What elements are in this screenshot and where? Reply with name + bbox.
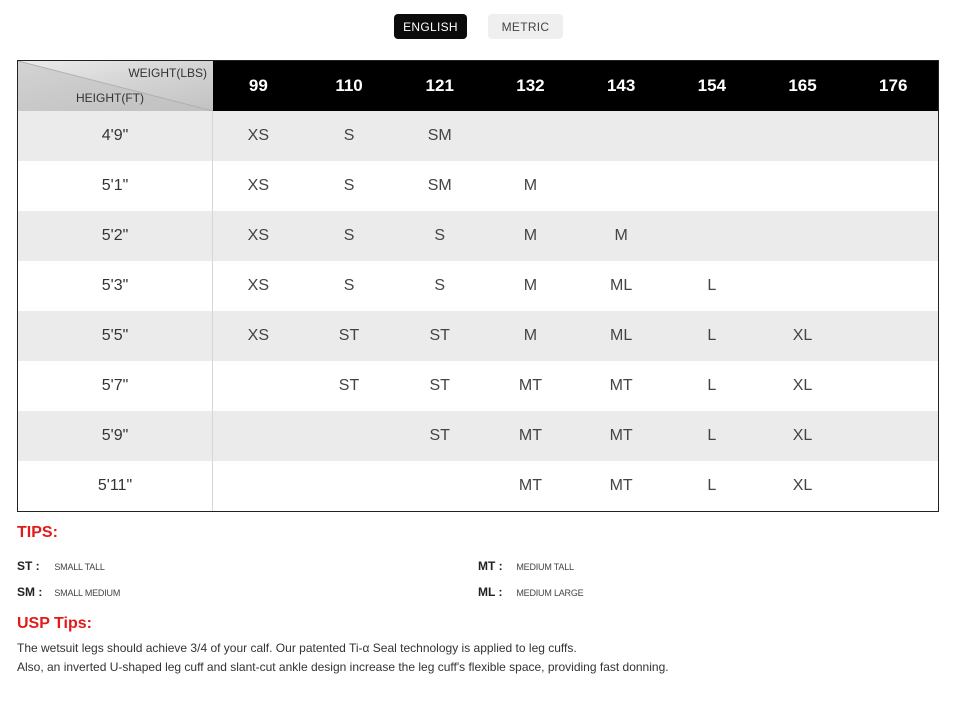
table-row: [18, 311, 938, 361]
table-row: [18, 411, 938, 461]
weight-header-99: 99: [248, 76, 268, 95]
size-cell: MT: [518, 377, 542, 394]
tip-item-st: [17, 559, 105, 573]
size-cell: MT: [609, 477, 633, 494]
size-cell: MT: [609, 427, 633, 444]
corner-header-cell: [18, 61, 213, 111]
size-cell: [304, 461, 395, 511]
size-cell: XS: [247, 127, 270, 144]
size-cell: [304, 411, 395, 461]
tips-heading: TIPS:: [17, 524, 58, 541]
table-row: [18, 461, 938, 511]
height-cell: 5'1": [18, 161, 213, 211]
size-cell: [394, 461, 485, 511]
table-row: [18, 261, 938, 311]
size-cell: [848, 161, 939, 211]
table-row: [18, 361, 938, 411]
usp-tip-line-2: Also, an inverted U-shaped leg cuff and slant-cut ankle design increase the leg cuff's flexible space, providing fast donning.: [17, 660, 669, 674]
size-cell: M: [614, 227, 628, 244]
weight-header-121: 121: [425, 76, 454, 95]
height-cell: 5'5": [18, 311, 213, 361]
height-cell: 5'11": [18, 461, 213, 511]
height-cell: 5'2": [18, 211, 213, 261]
metric-unit-button[interactable]: METRIC: [488, 14, 563, 39]
size-cell: ST: [429, 427, 450, 444]
tip-desc: MEDIUM LARGE: [516, 588, 584, 598]
size-cell: [667, 111, 758, 161]
size-cell: ST: [338, 327, 360, 344]
tip-abbr: SM :: [17, 585, 43, 599]
unit-toggle: [0, 14, 954, 40]
size-cell: SM: [427, 127, 452, 144]
size-cell: [757, 261, 848, 311]
size-cell: [848, 261, 939, 311]
size-cell: [848, 211, 939, 261]
weight-header-143: 143: [606, 76, 636, 95]
size-cell: [667, 211, 758, 261]
size-cell: L: [707, 427, 717, 444]
size-cell: [576, 161, 667, 211]
size-cell: XL: [792, 427, 813, 444]
tip-desc: MEDIUM TALL: [516, 562, 574, 572]
size-cell: [667, 161, 758, 211]
size-cell: M: [523, 177, 538, 194]
table-row: [18, 211, 938, 261]
table-row: [18, 161, 938, 211]
size-chart-table: [17, 60, 939, 512]
tip-item-sm: [17, 585, 120, 599]
table-row: [18, 111, 938, 161]
size-cell: ST: [338, 377, 360, 394]
height-cell: 5'7": [18, 361, 213, 411]
tip-abbr: MT :: [478, 559, 503, 573]
tip-desc: SMALL MEDIUM: [54, 588, 121, 598]
size-cell: XL: [792, 377, 813, 394]
height-axis-label: HEIGHT(FT): [76, 91, 144, 105]
size-cell: XS: [247, 177, 270, 194]
weight-header-110: 110: [335, 76, 363, 95]
size-cell: [848, 361, 939, 411]
size-cell: M: [523, 277, 538, 294]
weight-header-165: 165: [788, 76, 817, 95]
weight-header-154: 154: [697, 76, 727, 95]
tip-desc: SMALL TALL: [54, 562, 105, 572]
size-cell: SM: [427, 177, 452, 194]
size-cell: MT: [518, 477, 542, 494]
size-cell: XL: [792, 327, 813, 344]
size-cell: M: [523, 227, 538, 244]
table-header-row: [18, 61, 938, 111]
table-body: [18, 111, 938, 511]
size-cell: S: [343, 177, 355, 194]
size-cell: [848, 311, 939, 361]
size-cell: XS: [247, 327, 270, 344]
size-cell: [757, 111, 848, 161]
size-cell: [213, 361, 304, 411]
size-cell: MT: [518, 427, 542, 444]
size-cell: L: [707, 377, 717, 394]
size-cell: M: [523, 327, 538, 344]
height-cell: 5'9": [18, 411, 213, 461]
size-cell: [485, 111, 576, 161]
tip-item-mt: [478, 559, 574, 573]
size-cell: S: [434, 227, 446, 244]
size-cell: [757, 161, 848, 211]
size-cell: S: [343, 127, 355, 144]
size-cell: [576, 111, 667, 161]
tip-item-ml: [478, 585, 583, 599]
size-cell: XL: [792, 477, 813, 494]
size-cell: [848, 411, 939, 461]
size-cell: L: [707, 477, 717, 494]
weight-header-132: 132: [516, 76, 545, 95]
usp-tip-line-1: The wetsuit legs should achieve 3/4 of your calf. Our patented Ti-α Seal technology is applied to leg cuffs.: [17, 641, 577, 655]
height-cell: 4'9": [18, 111, 213, 161]
tip-abbr: ML :: [478, 585, 503, 599]
size-cell: L: [707, 327, 717, 344]
size-cell: L: [707, 277, 717, 294]
usp-tips-heading: USP Tips:: [17, 615, 92, 632]
weight-axis-label: WEIGHT(LBS): [128, 66, 207, 80]
tip-abbr: ST :: [17, 559, 40, 573]
size-cell: [213, 411, 304, 461]
weight-header-176: 176: [879, 76, 908, 95]
size-cell: [848, 111, 939, 161]
size-cell: S: [434, 277, 446, 294]
size-cell: ML: [610, 327, 633, 344]
size-cell: S: [343, 277, 355, 294]
size-cell: ML: [610, 277, 633, 294]
size-cell: [757, 211, 848, 261]
size-cell: [848, 461, 939, 511]
size-cell: [213, 461, 304, 511]
size-cell: S: [343, 227, 355, 244]
size-cell: ST: [429, 377, 450, 394]
size-cell: XS: [247, 277, 270, 294]
size-cell: XS: [247, 227, 270, 244]
size-cell: MT: [609, 377, 633, 394]
english-unit-button[interactable]: ENGLISH: [394, 14, 467, 39]
size-cell: ST: [429, 327, 450, 344]
height-cell: 5'3": [18, 261, 213, 311]
